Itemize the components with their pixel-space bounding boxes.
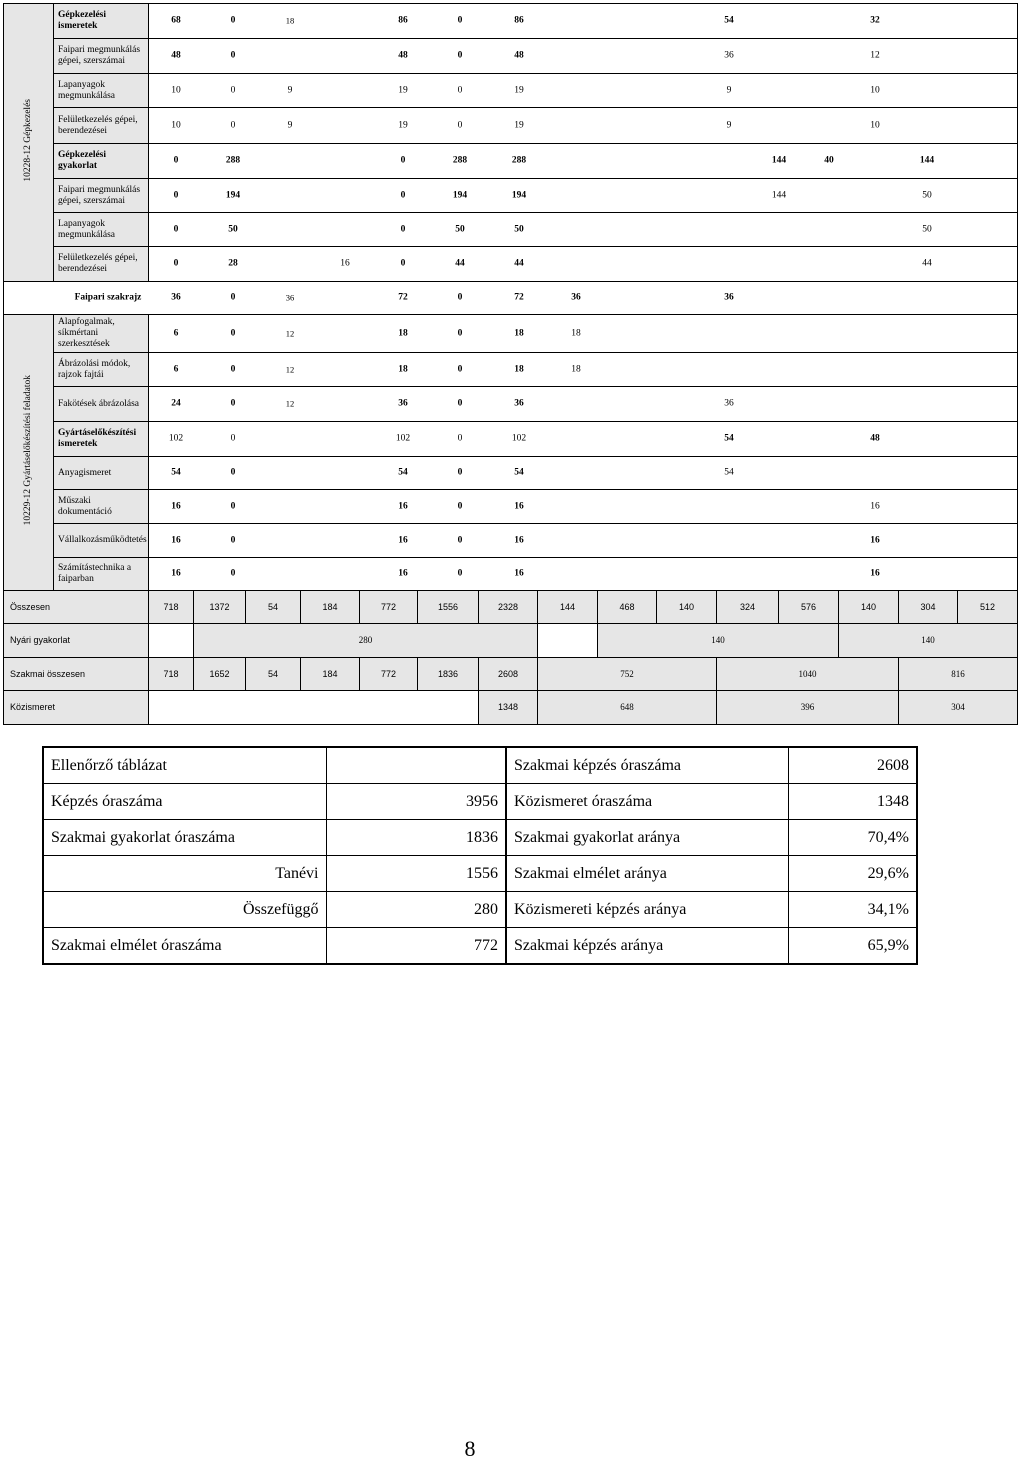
hour-values: 0 288 0 288 288 144 40 144 [149,144,1018,179]
subject-row [4,315,1018,353]
check-right-label: Szakmai elmélet aránya [506,856,788,892]
check-left-value: 772 [326,928,506,965]
summary-cell: 512 [958,591,1018,624]
check-table-title: Ellenőrző táblázat [43,747,326,784]
subject-label: Alapfogalmak, síkmértani szerkesztések [54,315,149,353]
subject-row [4,490,1018,524]
check-right-value: 34,1% [788,892,917,928]
summary-cell: 752 [538,658,717,691]
check-left-value: 1836 [326,820,506,856]
subject-row [4,558,1018,591]
page-number: 8 [464,1436,476,1461]
subject-label: Fakötések ábrázolása [54,387,149,422]
check-row [43,928,917,965]
subject-row [4,353,1018,387]
subject-row [4,108,1018,144]
summary-cell: 54 [246,591,301,624]
hour-values: Faipari szakrajz 36 0 36 72 0 72 36 36 [4,282,1018,315]
summary-label: Közismeret [4,691,149,725]
summary-cell: 816 [899,658,1018,691]
hours-table [3,3,1018,725]
module-row [4,422,1018,457]
check-left-value: 280 [326,892,506,928]
summary-cell: 184 [301,591,360,624]
check-table [42,746,918,965]
summary-cell: 396 [717,691,899,725]
subject-row [4,213,1018,247]
summary-cell: 576 [779,591,839,624]
check-right-value: 70,4% [788,820,917,856]
hour-values: 16 0 16 0 16 16 [149,558,1018,591]
check-left-value: 3956 [326,784,506,820]
check-right-label: Közismeret óraszáma [506,784,788,820]
hour-values: 0 28 16 0 44 44 44 [149,247,1018,282]
summary-cell: 184 [301,658,360,691]
hour-values: 54 0 54 0 54 54 [149,457,1018,490]
subject-label: Ábrázolási módok, rajzok fajtái [54,353,149,387]
summary-row-osszesen [4,591,1018,624]
hour-values: 6 0 12 18 0 18 18 [149,315,1018,353]
subject-label: Felületkezelés gépei, berendezései [54,108,149,144]
summary-cell: 144 [538,591,598,624]
subject-row [4,74,1018,108]
summary-row-kozismeret [4,691,1018,725]
summary-cell: 468 [598,591,657,624]
subject-label: Gépkezelési gyakorlat [54,144,149,179]
summary-cell: 718 [149,658,194,691]
subject-label: Gyártáselőkészítési ismeretek [54,422,149,457]
module-label-gyartaselokeszites: 10229-12 Gyártáselőkészítési feladatok [4,315,54,591]
check-left-label: Képzés óraszáma [43,784,326,820]
subject-label: Felületkezelés gépei, berendezései [54,247,149,282]
summary-cell: 772 [360,658,418,691]
check-row [43,856,917,892]
summary-cell: 1652 [194,658,246,691]
module-label-gepkezeles: 10228-12 Gépkezelés [4,4,54,282]
summary-cell: 2608 [479,658,538,691]
check-row [43,784,917,820]
subject-label: Műszaki dokumentáció [54,490,149,524]
check-right-value: 65,9% [788,928,917,965]
check-left-value: 1556 [326,856,506,892]
summary-cell: 140 [839,591,899,624]
module-row [4,144,1018,179]
subject-row [4,387,1018,422]
subject-label: Faipari megmunkálás gépei, szerszámai [54,179,149,213]
summary-cell: 718 [149,591,194,624]
summary-cell: 280 [194,624,538,658]
hour-values: 6 0 12 18 0 18 18 [149,353,1018,387]
check-right-value: 1348 [788,784,917,820]
summary-label: Nyári gyakorlat [4,624,149,658]
hour-values: 10 0 9 19 0 19 9 10 [149,74,1018,108]
summary-cell: 1040 [717,658,899,691]
summary-cell: 772 [360,591,418,624]
subject-label: Vállalkozásműködtetés [54,524,149,558]
hour-values: 24 0 12 36 0 36 36 [149,387,1018,422]
subject-label: Anyagismeret [54,457,149,490]
hour-values: 68 0 18 86 0 86 54 32 [149,4,1018,39]
summary-cell: 54 [246,658,301,691]
subject-label: Számítástechnika a faiparban [54,558,149,591]
subject-label: Gépkezelési ismeretek [54,4,149,39]
check-row [43,820,917,856]
subject-label: Lapanyagok megmunkálása [54,213,149,247]
summary-cell: 140 [839,624,1018,658]
summary-row-nyari-gyakorlat [4,624,1018,658]
hour-values: 0 50 0 50 50 50 [149,213,1018,247]
subject-row [4,457,1018,490]
summary-cell: 304 [899,691,1018,725]
module-row-faipari-szakrajz [4,282,1018,315]
check-row [43,892,917,928]
check-row [43,747,917,784]
check-right-label: Közismereti képzés aránya [506,892,788,928]
check-right-label: Szakmai képzés óraszáma [506,747,788,784]
hour-values: 48 0 48 0 48 36 12 [149,39,1018,74]
summary-cell: 140 [598,624,839,658]
summary-cell: 1372 [194,591,246,624]
summary-label: Összesen [4,591,149,624]
check-right-label: Szakmai gyakorlat aránya [506,820,788,856]
check-left-label: Szakmai gyakorlat óraszáma [43,820,326,856]
summary-label: Szakmai összesen [4,658,149,691]
subject-row [4,39,1018,74]
summary-cell: 304 [899,591,958,624]
summary-row-szakmai-osszesen [4,658,1018,691]
check-right-value: 2608 [788,747,917,784]
hour-values: 16 0 16 0 16 16 [149,524,1018,558]
subject-row [4,524,1018,558]
subject-row [4,179,1018,213]
check-right-value: 29,6% [788,856,917,892]
summary-cell: 2328 [479,591,538,624]
summary-cell: 1348 [479,691,538,725]
subject-label: Lapanyagok megmunkálása [54,74,149,108]
summary-cell: 1556 [418,591,479,624]
hour-values: 10 0 9 19 0 19 9 10 [149,108,1018,144]
check-left-label: Összefüggő [43,892,326,928]
summary-cell: 140 [657,591,717,624]
check-left-label: Szakmai elmélet óraszáma [43,928,326,965]
check-right-label: Szakmai képzés aránya [506,928,788,965]
subject-row [4,247,1018,282]
module-row [4,4,1018,39]
summary-cell: 1836 [418,658,479,691]
check-left-value [326,747,506,784]
hour-values: 0 194 0 194 194 144 50 [149,179,1018,213]
check-left-label: Tanévi [43,856,326,892]
summary-cell: 648 [538,691,717,725]
summary-cell: 324 [717,591,779,624]
hour-values: 102 0 102 0 102 54 48 [149,422,1018,457]
hour-values: 16 0 16 0 16 16 [149,490,1018,524]
subject-label: Faipari megmunkálás gépei, szerszámai [54,39,149,74]
